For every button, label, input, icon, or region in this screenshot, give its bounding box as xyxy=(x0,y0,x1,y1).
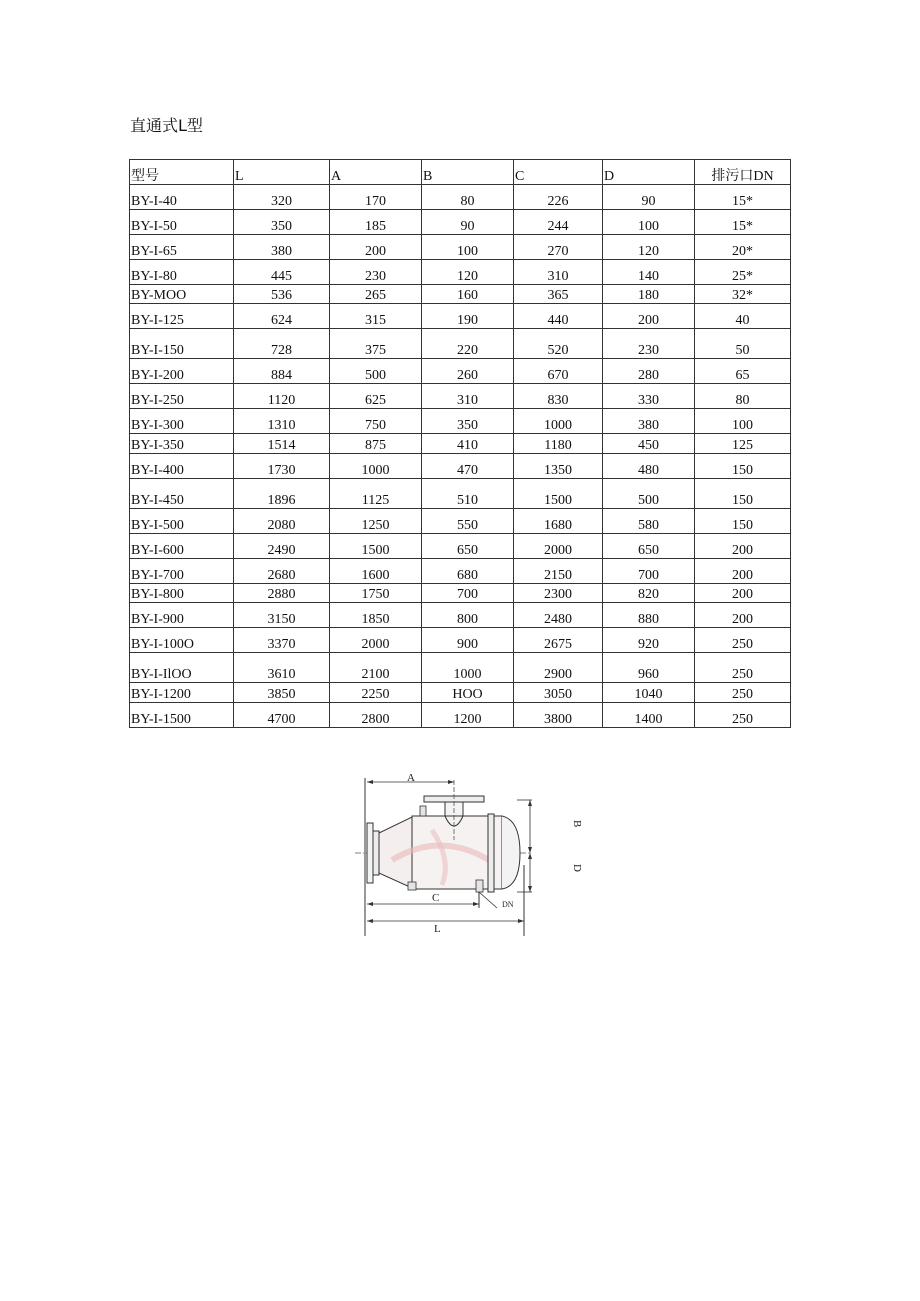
value-cell: 500 xyxy=(330,359,422,384)
value-cell: 650 xyxy=(422,534,514,559)
model-cell: BY-I-450 xyxy=(130,479,234,509)
value-cell: 1514 xyxy=(234,434,330,454)
value-cell: 500 xyxy=(603,479,695,509)
value-cell: 4700 xyxy=(234,703,330,728)
value-cell: 1120 xyxy=(234,384,330,409)
table-row xyxy=(130,210,791,235)
value-cell: 1850 xyxy=(330,603,422,628)
column-header: B xyxy=(422,160,514,185)
model-cell: BY-I-1500 xyxy=(130,703,234,728)
value-cell: 220 xyxy=(422,329,514,359)
value-cell: 140 xyxy=(603,260,695,285)
table-row xyxy=(130,603,791,628)
value-cell: 375 xyxy=(330,329,422,359)
table-row xyxy=(130,185,791,210)
table-row xyxy=(130,434,791,454)
value-cell: 260 xyxy=(422,359,514,384)
value-cell: 625 xyxy=(330,384,422,409)
value-cell: 520 xyxy=(514,329,603,359)
value-cell: 1000 xyxy=(514,409,603,434)
value-cell: 280 xyxy=(603,359,695,384)
value-cell: 230 xyxy=(603,329,695,359)
table-row xyxy=(130,285,791,304)
value-cell: 330 xyxy=(603,384,695,409)
value-cell: 40 xyxy=(695,304,791,329)
value-cell: 1000 xyxy=(422,653,514,683)
value-cell: 800 xyxy=(422,603,514,628)
value-cell: 1500 xyxy=(514,479,603,509)
value-cell: 2150 xyxy=(514,559,603,584)
value-cell: 1200 xyxy=(422,703,514,728)
column-header: A xyxy=(330,160,422,185)
value-cell: 190 xyxy=(422,304,514,329)
model-cell: BY-I-900 xyxy=(130,603,234,628)
column-header: 型号 xyxy=(130,160,234,185)
value-cell: 3370 xyxy=(234,628,330,653)
value-cell: 820 xyxy=(603,584,695,603)
value-cell: 900 xyxy=(422,628,514,653)
model-cell: BY-I-IlOO xyxy=(130,653,234,683)
value-cell: 450 xyxy=(603,434,695,454)
value-cell: 65 xyxy=(695,359,791,384)
value-cell: 380 xyxy=(234,235,330,260)
value-cell: 2900 xyxy=(514,653,603,683)
value-cell: 3050 xyxy=(514,683,603,703)
model-cell: BY-I-200 xyxy=(130,359,234,384)
table-row xyxy=(130,260,791,285)
value-cell: 830 xyxy=(514,384,603,409)
value-cell: 960 xyxy=(603,653,695,683)
value-cell: 90 xyxy=(422,210,514,235)
value-cell: 1040 xyxy=(603,683,695,703)
table-row xyxy=(130,304,791,329)
value-cell: 310 xyxy=(514,260,603,285)
value-cell: 480 xyxy=(603,454,695,479)
value-cell: 15* xyxy=(695,210,791,235)
value-cell: 380 xyxy=(603,409,695,434)
strainer-diagram xyxy=(352,770,583,936)
value-cell: 250 xyxy=(695,628,791,653)
value-cell: 750 xyxy=(330,409,422,434)
value-cell: 120 xyxy=(603,235,695,260)
value-cell: 700 xyxy=(422,584,514,603)
value-cell: 265 xyxy=(330,285,422,304)
value-cell: 200 xyxy=(695,584,791,603)
model-cell: BY-I-65 xyxy=(130,235,234,260)
model-cell: BY-I-40 xyxy=(130,185,234,210)
value-cell: 226 xyxy=(514,185,603,210)
value-cell: 1680 xyxy=(514,509,603,534)
value-cell: 550 xyxy=(422,509,514,534)
value-cell: 80 xyxy=(695,384,791,409)
model-cell: BY-I-50 xyxy=(130,210,234,235)
dimension-label-c: C xyxy=(432,892,440,904)
value-cell: 200 xyxy=(603,304,695,329)
value-cell: HOO xyxy=(422,683,514,703)
column-header: 排污口DN xyxy=(695,160,791,185)
model-cell: BY-I-100O xyxy=(130,628,234,653)
value-cell: 3610 xyxy=(234,653,330,683)
spec-table-body xyxy=(130,160,791,728)
table-row xyxy=(130,653,791,683)
value-cell: 230 xyxy=(330,260,422,285)
column-header: D xyxy=(603,160,695,185)
value-cell: 510 xyxy=(422,479,514,509)
table-row xyxy=(130,235,791,260)
value-cell: 3150 xyxy=(234,603,330,628)
model-cell: BY-I-500 xyxy=(130,509,234,534)
page-title: 直通式L型 xyxy=(130,116,203,135)
value-cell: 920 xyxy=(603,628,695,653)
value-cell: 700 xyxy=(603,559,695,584)
table-row xyxy=(130,683,791,703)
value-cell: 244 xyxy=(514,210,603,235)
value-cell: 536 xyxy=(234,285,330,304)
dimension-label-d: D xyxy=(571,864,583,872)
value-cell: 1125 xyxy=(330,479,422,509)
value-cell: 445 xyxy=(234,260,330,285)
value-cell: 2490 xyxy=(234,534,330,559)
value-cell: 624 xyxy=(234,304,330,329)
value-cell: 3800 xyxy=(514,703,603,728)
value-cell: 580 xyxy=(603,509,695,534)
value-cell: 310 xyxy=(422,384,514,409)
dimension-label-a: A xyxy=(407,772,415,784)
value-cell: 50 xyxy=(695,329,791,359)
table-row xyxy=(130,329,791,359)
value-cell: 2800 xyxy=(330,703,422,728)
value-cell: 1350 xyxy=(514,454,603,479)
value-cell: 100 xyxy=(603,210,695,235)
value-cell: 1400 xyxy=(603,703,695,728)
table-header-row xyxy=(130,160,791,185)
value-cell: 180 xyxy=(603,285,695,304)
value-cell: 25* xyxy=(695,260,791,285)
model-cell: BY-I-125 xyxy=(130,304,234,329)
value-cell: 150 xyxy=(695,479,791,509)
value-cell: 250 xyxy=(695,653,791,683)
value-cell: 2680 xyxy=(234,559,330,584)
table-row xyxy=(130,479,791,509)
value-cell: 15* xyxy=(695,185,791,210)
table-row xyxy=(130,703,791,728)
value-cell: 1600 xyxy=(330,559,422,584)
value-cell: 350 xyxy=(422,409,514,434)
value-cell: 170 xyxy=(330,185,422,210)
value-cell: 90 xyxy=(603,185,695,210)
table-row xyxy=(130,559,791,584)
model-cell: BY-I-150 xyxy=(130,329,234,359)
value-cell: 650 xyxy=(603,534,695,559)
model-cell: BY-I-800 xyxy=(130,584,234,603)
value-cell: 1750 xyxy=(330,584,422,603)
table-row xyxy=(130,454,791,479)
column-header: C xyxy=(514,160,603,185)
table-row xyxy=(130,384,791,409)
value-cell: 440 xyxy=(514,304,603,329)
table-row xyxy=(130,509,791,534)
value-cell: 1730 xyxy=(234,454,330,479)
value-cell: 2000 xyxy=(330,628,422,653)
spec-table xyxy=(129,159,791,728)
value-cell: 1180 xyxy=(514,434,603,454)
value-cell: 875 xyxy=(330,434,422,454)
value-cell: 150 xyxy=(695,509,791,534)
model-cell: BY-I-1200 xyxy=(130,683,234,703)
model-cell: BY-MOO xyxy=(130,285,234,304)
value-cell: 200 xyxy=(695,603,791,628)
table-row xyxy=(130,534,791,559)
value-cell: 728 xyxy=(234,329,330,359)
value-cell: 200 xyxy=(330,235,422,260)
model-cell: BY-I-700 xyxy=(130,559,234,584)
model-cell: BY-I-250 xyxy=(130,384,234,409)
value-cell: 670 xyxy=(514,359,603,384)
model-cell: BY-I-350 xyxy=(130,434,234,454)
value-cell: 125 xyxy=(695,434,791,454)
value-cell: 680 xyxy=(422,559,514,584)
value-cell: 410 xyxy=(422,434,514,454)
value-cell: 185 xyxy=(330,210,422,235)
value-cell: 100 xyxy=(422,235,514,260)
value-cell: 2000 xyxy=(514,534,603,559)
model-cell: BY-I-300 xyxy=(130,409,234,434)
table-row xyxy=(130,584,791,603)
value-cell: 150 xyxy=(695,454,791,479)
value-cell: 2675 xyxy=(514,628,603,653)
value-cell: 2300 xyxy=(514,584,603,603)
value-cell: 350 xyxy=(234,210,330,235)
dimension-label-l: L xyxy=(434,923,441,935)
value-cell: 365 xyxy=(514,285,603,304)
table-row xyxy=(130,359,791,384)
value-cell: 250 xyxy=(695,683,791,703)
value-cell: 1896 xyxy=(234,479,330,509)
table-row xyxy=(130,628,791,653)
value-cell: 470 xyxy=(422,454,514,479)
value-cell: 1310 xyxy=(234,409,330,434)
value-cell: 1000 xyxy=(330,454,422,479)
value-cell: 80 xyxy=(422,185,514,210)
table-row xyxy=(130,409,791,434)
value-cell: 884 xyxy=(234,359,330,384)
dimension-label-dn: DN xyxy=(502,900,514,909)
value-cell: 1500 xyxy=(330,534,422,559)
value-cell: 32* xyxy=(695,285,791,304)
model-cell: BY-I-400 xyxy=(130,454,234,479)
model-cell: BY-I-600 xyxy=(130,534,234,559)
value-cell: 1250 xyxy=(330,509,422,534)
value-cell: 20* xyxy=(695,235,791,260)
value-cell: 250 xyxy=(695,703,791,728)
model-cell: BY-I-80 xyxy=(130,260,234,285)
value-cell: 100 xyxy=(695,409,791,434)
value-cell: 200 xyxy=(695,534,791,559)
value-cell: 2100 xyxy=(330,653,422,683)
value-cell: 2480 xyxy=(514,603,603,628)
value-cell: 315 xyxy=(330,304,422,329)
dimension-label-b: B xyxy=(571,820,583,828)
value-cell: 200 xyxy=(695,559,791,584)
value-cell: 120 xyxy=(422,260,514,285)
value-cell: 880 xyxy=(603,603,695,628)
value-cell: 3850 xyxy=(234,683,330,703)
value-cell: 2250 xyxy=(330,683,422,703)
value-cell: 2880 xyxy=(234,584,330,603)
value-cell: 320 xyxy=(234,185,330,210)
value-cell: 160 xyxy=(422,285,514,304)
column-header: L xyxy=(234,160,330,185)
value-cell: 270 xyxy=(514,235,603,260)
value-cell: 2080 xyxy=(234,509,330,534)
